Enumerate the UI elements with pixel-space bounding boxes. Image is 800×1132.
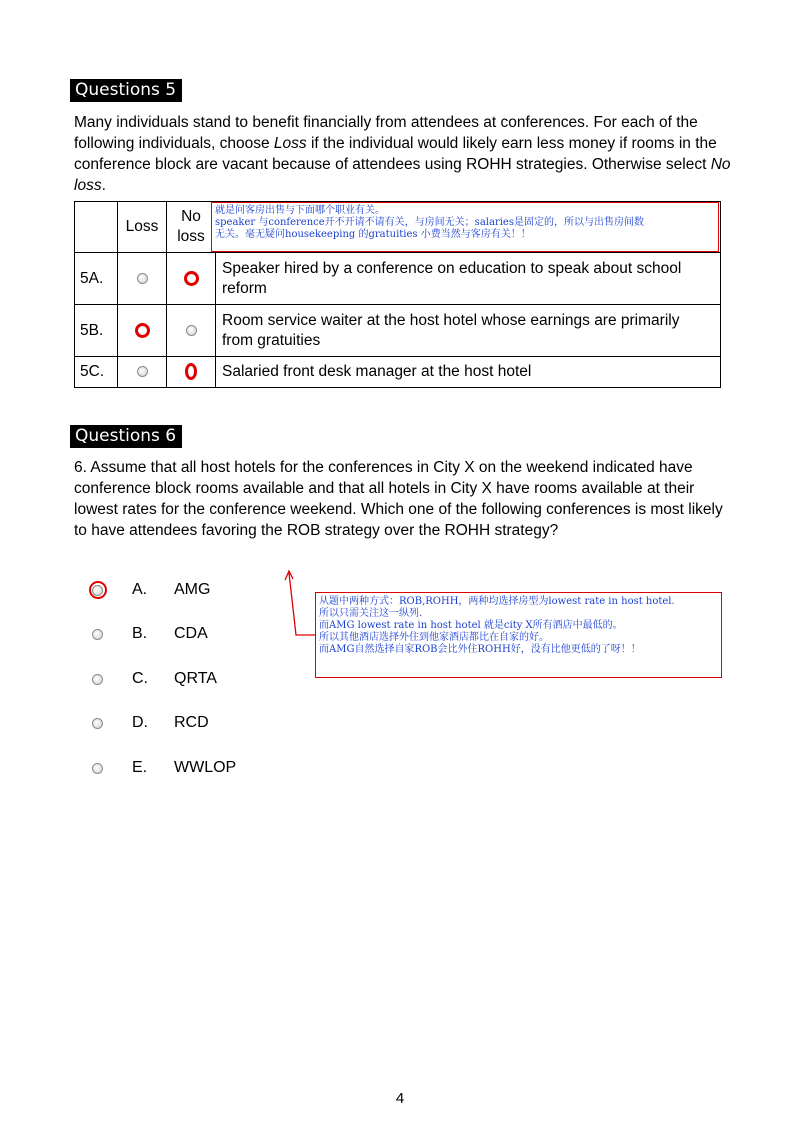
table-row: [75, 305, 721, 357]
q5-intro-text-2: if the individual would likely earn less money if rooms in the conference block are vacant because of attendees using ROHH strategies. Otherwise select: [74, 135, 717, 173]
option-text: QRTA: [174, 670, 217, 687]
annotation-line: 所以其他酒店选择外住到他家酒店都比在自家的好。: [319, 632, 549, 643]
option-text: CDA: [174, 625, 208, 642]
radio-loss-5c[interactable]: [118, 357, 167, 388]
radio-noloss-5a[interactable]: [167, 253, 216, 305]
annotation-line: 就是问客房出售与下面哪个职业有关。: [215, 205, 385, 216]
radio-noloss-5b[interactable]: [167, 305, 216, 357]
annotation-arrow: [280, 565, 320, 640]
row-number: 5C.: [75, 357, 118, 388]
option-letter: B.: [132, 625, 148, 642]
row-number: 5B.: [75, 305, 118, 357]
radio-option-d[interactable]: [92, 718, 103, 729]
row-description: Salaried front desk manager at the host hotel: [216, 357, 721, 388]
q5-intro-text-3: .: [101, 177, 106, 194]
option-text: RCD: [174, 714, 209, 731]
radio-loss-5b[interactable]: [118, 305, 167, 357]
option-text: AMG: [174, 581, 211, 598]
option-text: WWLOP: [174, 759, 237, 776]
answer-circle-mark: [89, 581, 107, 599]
radio-option-b[interactable]: [92, 629, 103, 640]
option-c[interactable]: [92, 667, 217, 691]
radio-noloss-5c[interactable]: [167, 357, 216, 388]
annotation-line: 所以只需关注这一纵列.: [319, 608, 423, 619]
page-number: 4: [395, 1090, 405, 1107]
q5-heading: Questions 5: [70, 79, 182, 102]
answer-circle-mark: [185, 363, 197, 380]
radio-option-c[interactable]: [92, 674, 103, 685]
radio-option-e[interactable]: [92, 763, 103, 774]
option-letter: A.: [132, 581, 148, 598]
q5-intro-text-1: Many individuals stand to benefit financially from attendees at conferences. For each of the following individuals, choose: [74, 114, 698, 152]
row-description: Room service waiter at the host hotel whose earnings are primarily from gratuities: [216, 305, 721, 357]
q6-question: 6. Assume that all host hotels for the conferences in City X on the weekend indicated have conference block rooms available and that all hotels in City X have rooms available at their lowest rates for the conference weekend. Which one of the following conferences is most likely to have attendees favoring the ROB strategy over the ROHH strategy?: [74, 459, 723, 539]
option-d[interactable]: [92, 711, 209, 735]
q5-intro: [74, 112, 734, 196]
annotation-line: 无关。毫无疑问housekeeping 的gratuities 小费当然与客房有关！！: [215, 229, 531, 240]
row-description: Speaker hired by a conference on education to speak about school reform: [216, 253, 721, 305]
option-letter: E.: [132, 759, 148, 776]
option-b[interactable]: [92, 622, 208, 646]
option-letter: D.: [132, 714, 148, 731]
q5-intro-loss: Loss: [273, 135, 307, 152]
annotation-line: 从题中两种方式：ROB,ROHH，两种均选择房型为lowest rate in host hotel.: [319, 596, 675, 607]
annotation-line: 而AMG自然选择自家ROB会比外住ROHH好，没有比他更低的了呀！！: [319, 644, 641, 655]
q5-intro-noloss: No loss: [74, 156, 731, 194]
q5-header-num: [75, 202, 118, 253]
option-letter: C.: [132, 670, 148, 687]
q6-heading: Questions 6: [70, 425, 182, 448]
annotation-line: 而AMG lowest rate in host hotel 就是city X所有酒店中最低的。: [319, 620, 623, 631]
q5-header-loss: Loss: [118, 202, 167, 253]
q5-handwritten-annotation: [211, 202, 719, 252]
q5-header-noloss: No loss: [167, 202, 216, 253]
table-row: [75, 357, 721, 388]
answer-circle-mark: [135, 323, 150, 338]
q6-handwritten-annotation: [315, 592, 722, 678]
option-a[interactable]: [92, 578, 211, 602]
row-number: 5A.: [75, 253, 118, 305]
annotation-line: speaker 与conference开不开请不请有关，与房间无关；salaries是固定的，所以与出售房间数: [215, 217, 644, 228]
table-row: [75, 253, 721, 305]
option-e[interactable]: [92, 756, 237, 780]
radio-loss-5a[interactable]: [118, 253, 167, 305]
answer-circle-mark: [184, 271, 199, 286]
